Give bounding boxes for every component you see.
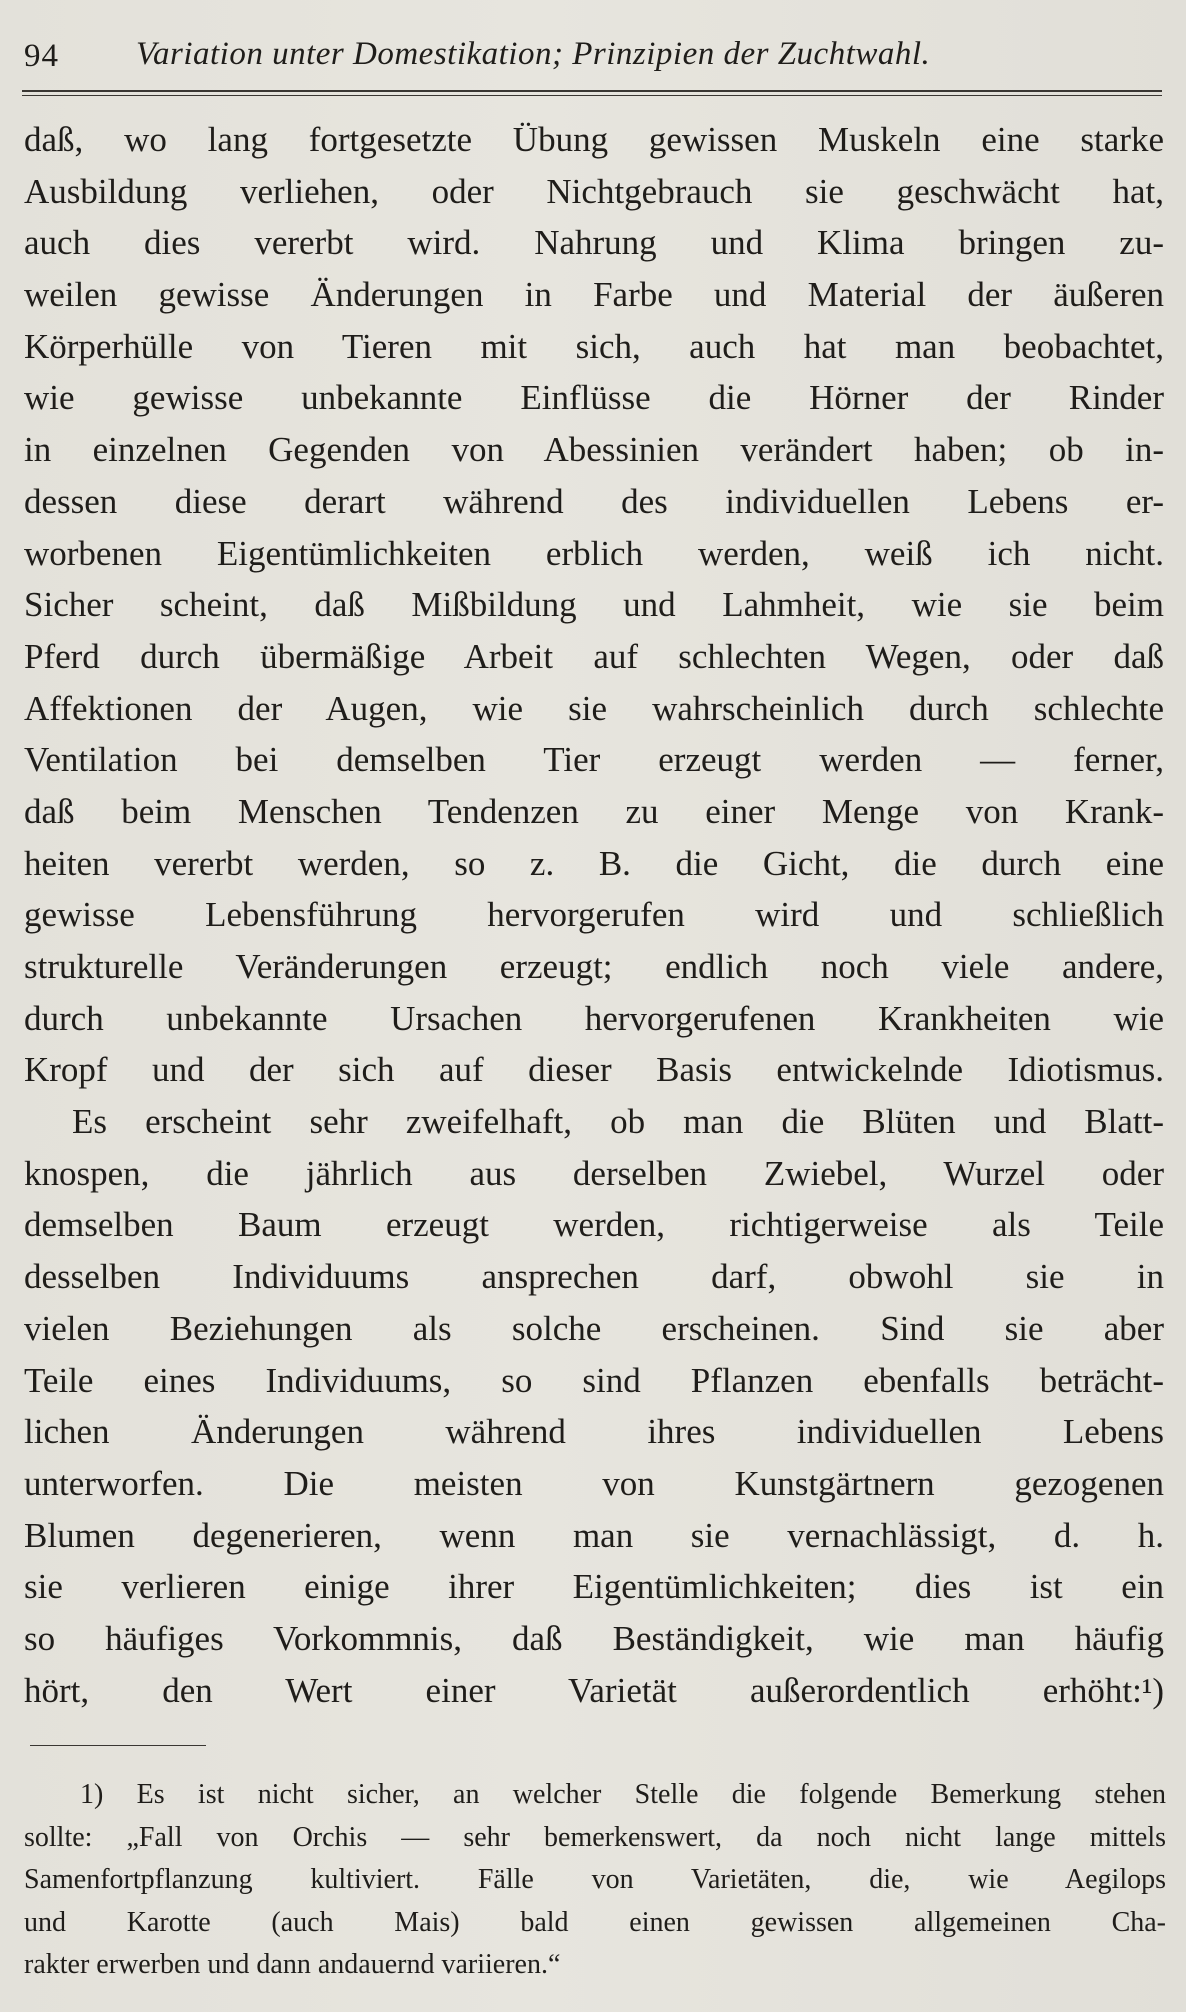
- body-line: in einzelnen Gegenden von Abessinien verändert haben; ob in-: [24, 430, 1164, 470]
- body-line: unterworfen. Die meisten von Kunstgärtnern gezogenen: [24, 1463, 1164, 1503]
- body-line: so häufiges Vorkommnis, daß Beständigkeit, wie man häufig: [24, 1618, 1164, 1658]
- body-line: daß beim Menschen Tendenzen zu einer Menge von Krank-: [24, 791, 1164, 831]
- body-line: Körperhülle von Tieren mit sich, auch hat man beobachtet,: [24, 326, 1164, 366]
- body-line: knospen, die jährlich aus derselben Zwiebel, Wurzel oder: [24, 1153, 1164, 1193]
- body-line: heiten vererbt werden, so z. B. die Gicht, die durch eine: [24, 843, 1164, 883]
- header-rule-thin: [22, 95, 1162, 96]
- body-line: gewisse Lebensführung hervorgerufen wird und schließlich: [24, 895, 1164, 935]
- body-line: Teile eines Individuums, so sind Pflanzen ebenfalls beträcht-: [24, 1360, 1164, 1400]
- body-line: hört, den Wert einer Varietät außerordentlich erhöht:¹): [24, 1670, 1164, 1710]
- body-line: Ausbildung verliehen, oder Nichtgebrauch sie geschwächt hat,: [24, 171, 1164, 211]
- body-line: desselben Individuums ansprechen darf, obwohl sie in: [24, 1257, 1164, 1297]
- body-line: strukturelle Veränderungen erzeugt; endlich noch viele andere,: [24, 947, 1164, 986]
- footnote-line: und Karotte (auch Mais) bald einen gewissen allgemeinen Cha-: [24, 1906, 1166, 1938]
- body-text: [24, 114, 1164, 1716]
- page-header: [24, 30, 1164, 80]
- footnote-line: sollte: „Fall von Orchis — sehr bemerkenswert, da noch nicht lange mittels: [24, 1821, 1166, 1853]
- body-line: Blumen degenerieren, wenn man sie vernachlässigt, d. h.: [24, 1515, 1164, 1555]
- body-line: vielen Beziehungen als solche erscheinen. Sind sie aber: [24, 1308, 1164, 1348]
- body-line: lichen Änderungen während ihres individuellen Lebens: [24, 1412, 1164, 1452]
- footnote-line: rakter erwerben und dann andauernd variieren.“: [24, 1949, 561, 1981]
- body-line: weilen gewisse Änderungen in Farbe und Material der äußeren: [24, 275, 1164, 315]
- body-line: auch dies vererbt wird. Nahrung und Klima bringen zu-: [24, 223, 1164, 263]
- body-line: Affektionen der Augen, wie sie wahrscheinlich durch schlechte: [24, 688, 1164, 728]
- body-line-paragraph-start: Es erscheint sehr zweifelhaft, ob man die Blüten und Blatt-: [72, 1102, 1164, 1142]
- body-line: Pferd durch übermäßige Arbeit auf schlechten Wegen, oder daß: [24, 636, 1164, 676]
- footnote: [24, 1774, 1166, 1987]
- body-line: sie verlieren einige ihrer Eigentümlichkeiten; dies ist ein: [24, 1567, 1164, 1607]
- page-number: 94: [24, 38, 59, 74]
- body-line: Sicher scheint, daß Mißbildung und Lahmheit, wie sie beim: [24, 585, 1164, 625]
- running-title: Variation unter Domestikation; Prinzipien der Zuchtwahl.: [136, 36, 931, 72]
- body-line: demselben Baum erzeugt werden, richtigerweise als Teile: [24, 1205, 1164, 1245]
- body-line: Ventilation bei demselben Tier erzeugt werden — ferner,: [24, 740, 1164, 780]
- footnote-line: Samenfortpflanzung kultiviert. Fälle von Varietäten, die, wie Aegilops: [24, 1864, 1166, 1896]
- footnote-rule: [30, 1745, 206, 1746]
- body-line: dessen diese derart während des individuellen Lebens er-: [24, 481, 1164, 521]
- body-line: Kropf und der sich auf dieser Basis entwickelnde Idiotismus.: [24, 1050, 1164, 1090]
- body-line: worbenen Eigentümlichkeiten erblich werden, weiß ich nicht.: [24, 533, 1164, 573]
- header-rule: [22, 90, 1162, 92]
- body-line: wie gewisse unbekannte Einflüsse die Hörner der Rinder: [24, 378, 1164, 418]
- body-line: daß, wo lang fortgesetzte Übung gewissen Muskeln eine starke: [24, 120, 1164, 159]
- body-line: durch unbekannte Ursachen hervorgerufenen Krankheiten wie: [24, 998, 1164, 1038]
- footnote-line: 1) Es ist nicht sicher, an welcher Stelle die folgende Bemerkung stehen: [80, 1779, 1166, 1810]
